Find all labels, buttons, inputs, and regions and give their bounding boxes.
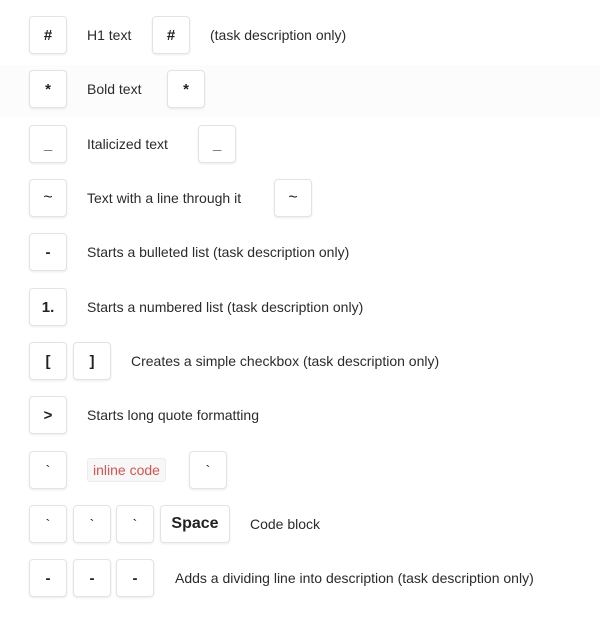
dash-key: - [29, 233, 67, 271]
shortcut-row-divider [0, 559, 600, 599]
close-bracket-key: ] [73, 342, 111, 380]
italic-label: Italicized text [87, 136, 168, 152]
shortcut-row-bulleted-list [0, 233, 600, 273]
backtick-key-closing: ` [189, 451, 227, 489]
asterisk-key-closing: * [167, 70, 205, 108]
dash-key-2: - [73, 559, 111, 597]
greater-than-key: > [29, 396, 67, 434]
underscore-key-closing: _ [198, 125, 236, 163]
shortcut-row-numbered-list [0, 288, 600, 328]
dash-key-3: - [116, 559, 154, 597]
backtick-key-3: ` [116, 505, 154, 543]
h1-label: H1 text [87, 27, 132, 43]
tilde-key: ~ [29, 179, 67, 217]
underscore-key: _ [29, 125, 67, 163]
inline-code-sample: inline code [87, 458, 166, 482]
backtick-key-1: ` [29, 505, 67, 543]
shortcut-row-inline-code [0, 451, 600, 491]
quote-label: Starts long quote formatting [87, 407, 259, 423]
tilde-key-closing: ~ [274, 179, 312, 217]
shortcut-row-italic [0, 125, 600, 165]
backtick-key-2: ` [73, 505, 111, 543]
shortcut-row-code-block [0, 505, 600, 545]
checkbox-label: Creates a simple checkbox (task description only) [131, 353, 440, 369]
strikethrough-label: Text with a line through it [87, 190, 242, 206]
hash-key-closing: # [152, 16, 190, 54]
dash-key-1: - [29, 559, 67, 597]
shortcut-row-bold [0, 70, 600, 110]
shortcut-row-strikethrough [0, 179, 600, 219]
open-bracket-key: [ [29, 342, 67, 380]
h1-note: (task description only) [210, 27, 347, 43]
space-key: Space [160, 505, 230, 543]
backtick-key: ` [29, 451, 67, 489]
numbered-list-label: Starts a numbered list (task description only) [87, 299, 364, 315]
asterisk-key: * [29, 70, 67, 108]
shortcut-row-checkbox [0, 342, 600, 382]
bold-label: Bold text [87, 81, 142, 97]
divider-label: Adds a dividing line into description (task description only) [175, 570, 534, 586]
bulleted-list-label: Starts a bulleted list (task description only) [87, 244, 350, 260]
number-key: 1. [29, 288, 67, 326]
shortcut-row-h1 [0, 16, 600, 56]
code-block-label: Code block [250, 516, 321, 532]
shortcut-row-quote [0, 396, 600, 436]
hash-key: # [29, 16, 67, 54]
